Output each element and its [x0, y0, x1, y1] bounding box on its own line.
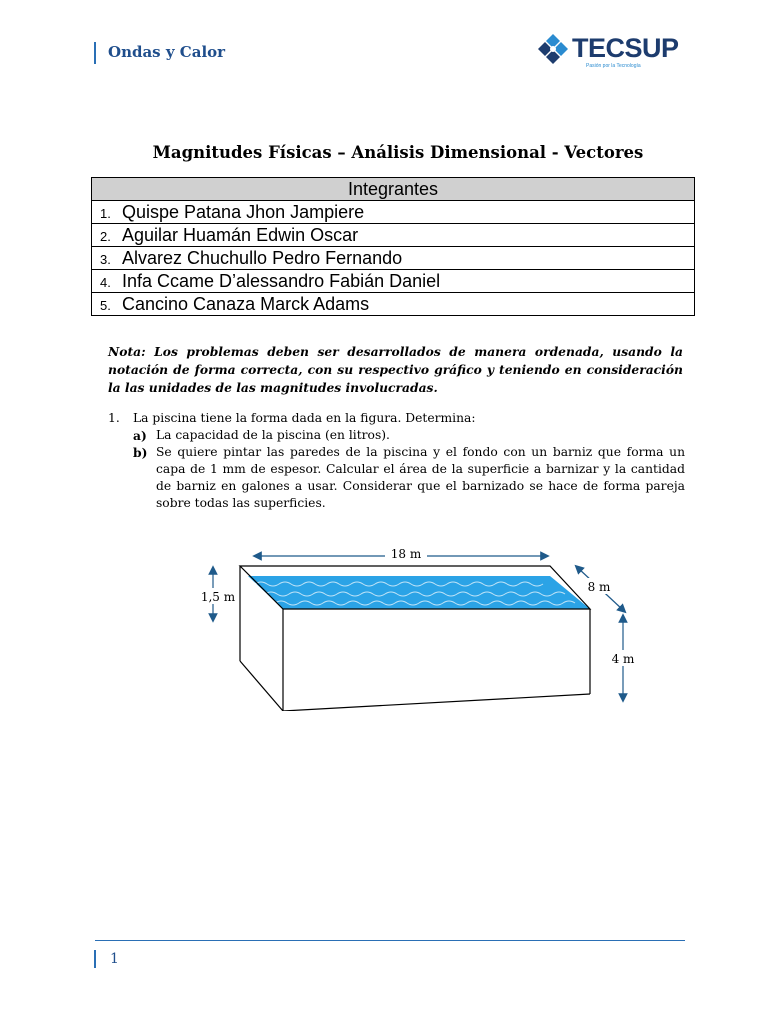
problem-1	[108, 410, 685, 512]
members-table	[91, 177, 695, 316]
table-header-row	[92, 178, 695, 201]
tecsup-logo	[536, 32, 686, 72]
member-name: Aguilar Huamán Edwin Oscar	[122, 224, 359, 245]
part-text: Se quiere pintar las paredes de la piscina y el fondo con un barniz que forma un capa de 1 mm de espesor. Calcular el área de la superficie a barnizar y la cantidad de barniz en galones a usar. Considerar que el barnizado se hace de forma pareja sobre todas las superficies.	[156, 445, 685, 510]
member-name: Cancino Canaza Marck Adams	[122, 293, 370, 314]
member-name: Alvarez Chuchullo Pedro Fernando	[122, 247, 403, 268]
problem-number: 1.	[108, 411, 120, 425]
course-title: Ondas y Calor	[108, 43, 226, 61]
header-accent-bar	[94, 42, 96, 64]
problem-part-b	[133, 444, 685, 512]
member-cell	[92, 247, 695, 270]
part-label: a)	[133, 428, 147, 443]
shallow-depth-label: 1,5 m	[200, 590, 236, 604]
width-label: 8 m	[587, 580, 611, 594]
problem-statement	[108, 410, 685, 427]
deep-depth-label: 4 m	[611, 652, 635, 666]
member-number: 4.	[100, 274, 111, 290]
part-label: b)	[133, 445, 148, 460]
table-row	[92, 224, 695, 247]
table-header: Integrantes	[92, 178, 695, 201]
pool-figure	[195, 536, 645, 711]
logo-wordmark: TECSUP	[572, 33, 679, 63]
member-name: Quispe Patana Jhon Jampiere	[122, 201, 365, 222]
member-cell	[92, 270, 695, 293]
instructions-note: Nota: Los problemas deben ser desarrollados de manera ordenada, usando la notación de forma correcta, con su respectivo gráfico y teniendo en consideración la las unidades de las magnitudes involucradas.	[108, 344, 683, 395]
problem-text: La piscina tiene la forma dada en la figura. Determina:	[133, 411, 476, 425]
member-cell	[92, 201, 695, 224]
page-number: 1	[110, 951, 119, 967]
table-row	[92, 201, 695, 224]
member-number: 5.	[100, 297, 111, 313]
document-title: Magnitudes Físicas – Análisis Dimensional - Vectores	[152, 143, 644, 162]
problem-part-a	[133, 427, 685, 444]
table-row	[92, 270, 695, 293]
footer-accent-bar	[94, 950, 96, 968]
member-number: 3.	[100, 251, 111, 267]
member-number: 1.	[100, 205, 111, 221]
member-cell	[92, 293, 695, 316]
logo-tagline: Pasión por la Tecnología	[586, 63, 641, 69]
length-label: 18 m	[390, 547, 422, 561]
member-name: Infa Ccame D’alessandro Fabián Daniel	[122, 270, 441, 291]
footer-divider	[95, 940, 685, 941]
member-number: 2.	[100, 228, 111, 244]
table-row	[92, 293, 695, 316]
member-cell	[92, 224, 695, 247]
logo-mark-icon	[536, 32, 570, 66]
table-row	[92, 247, 695, 270]
part-text: La capacidad de la piscina (en litros).	[156, 428, 390, 442]
